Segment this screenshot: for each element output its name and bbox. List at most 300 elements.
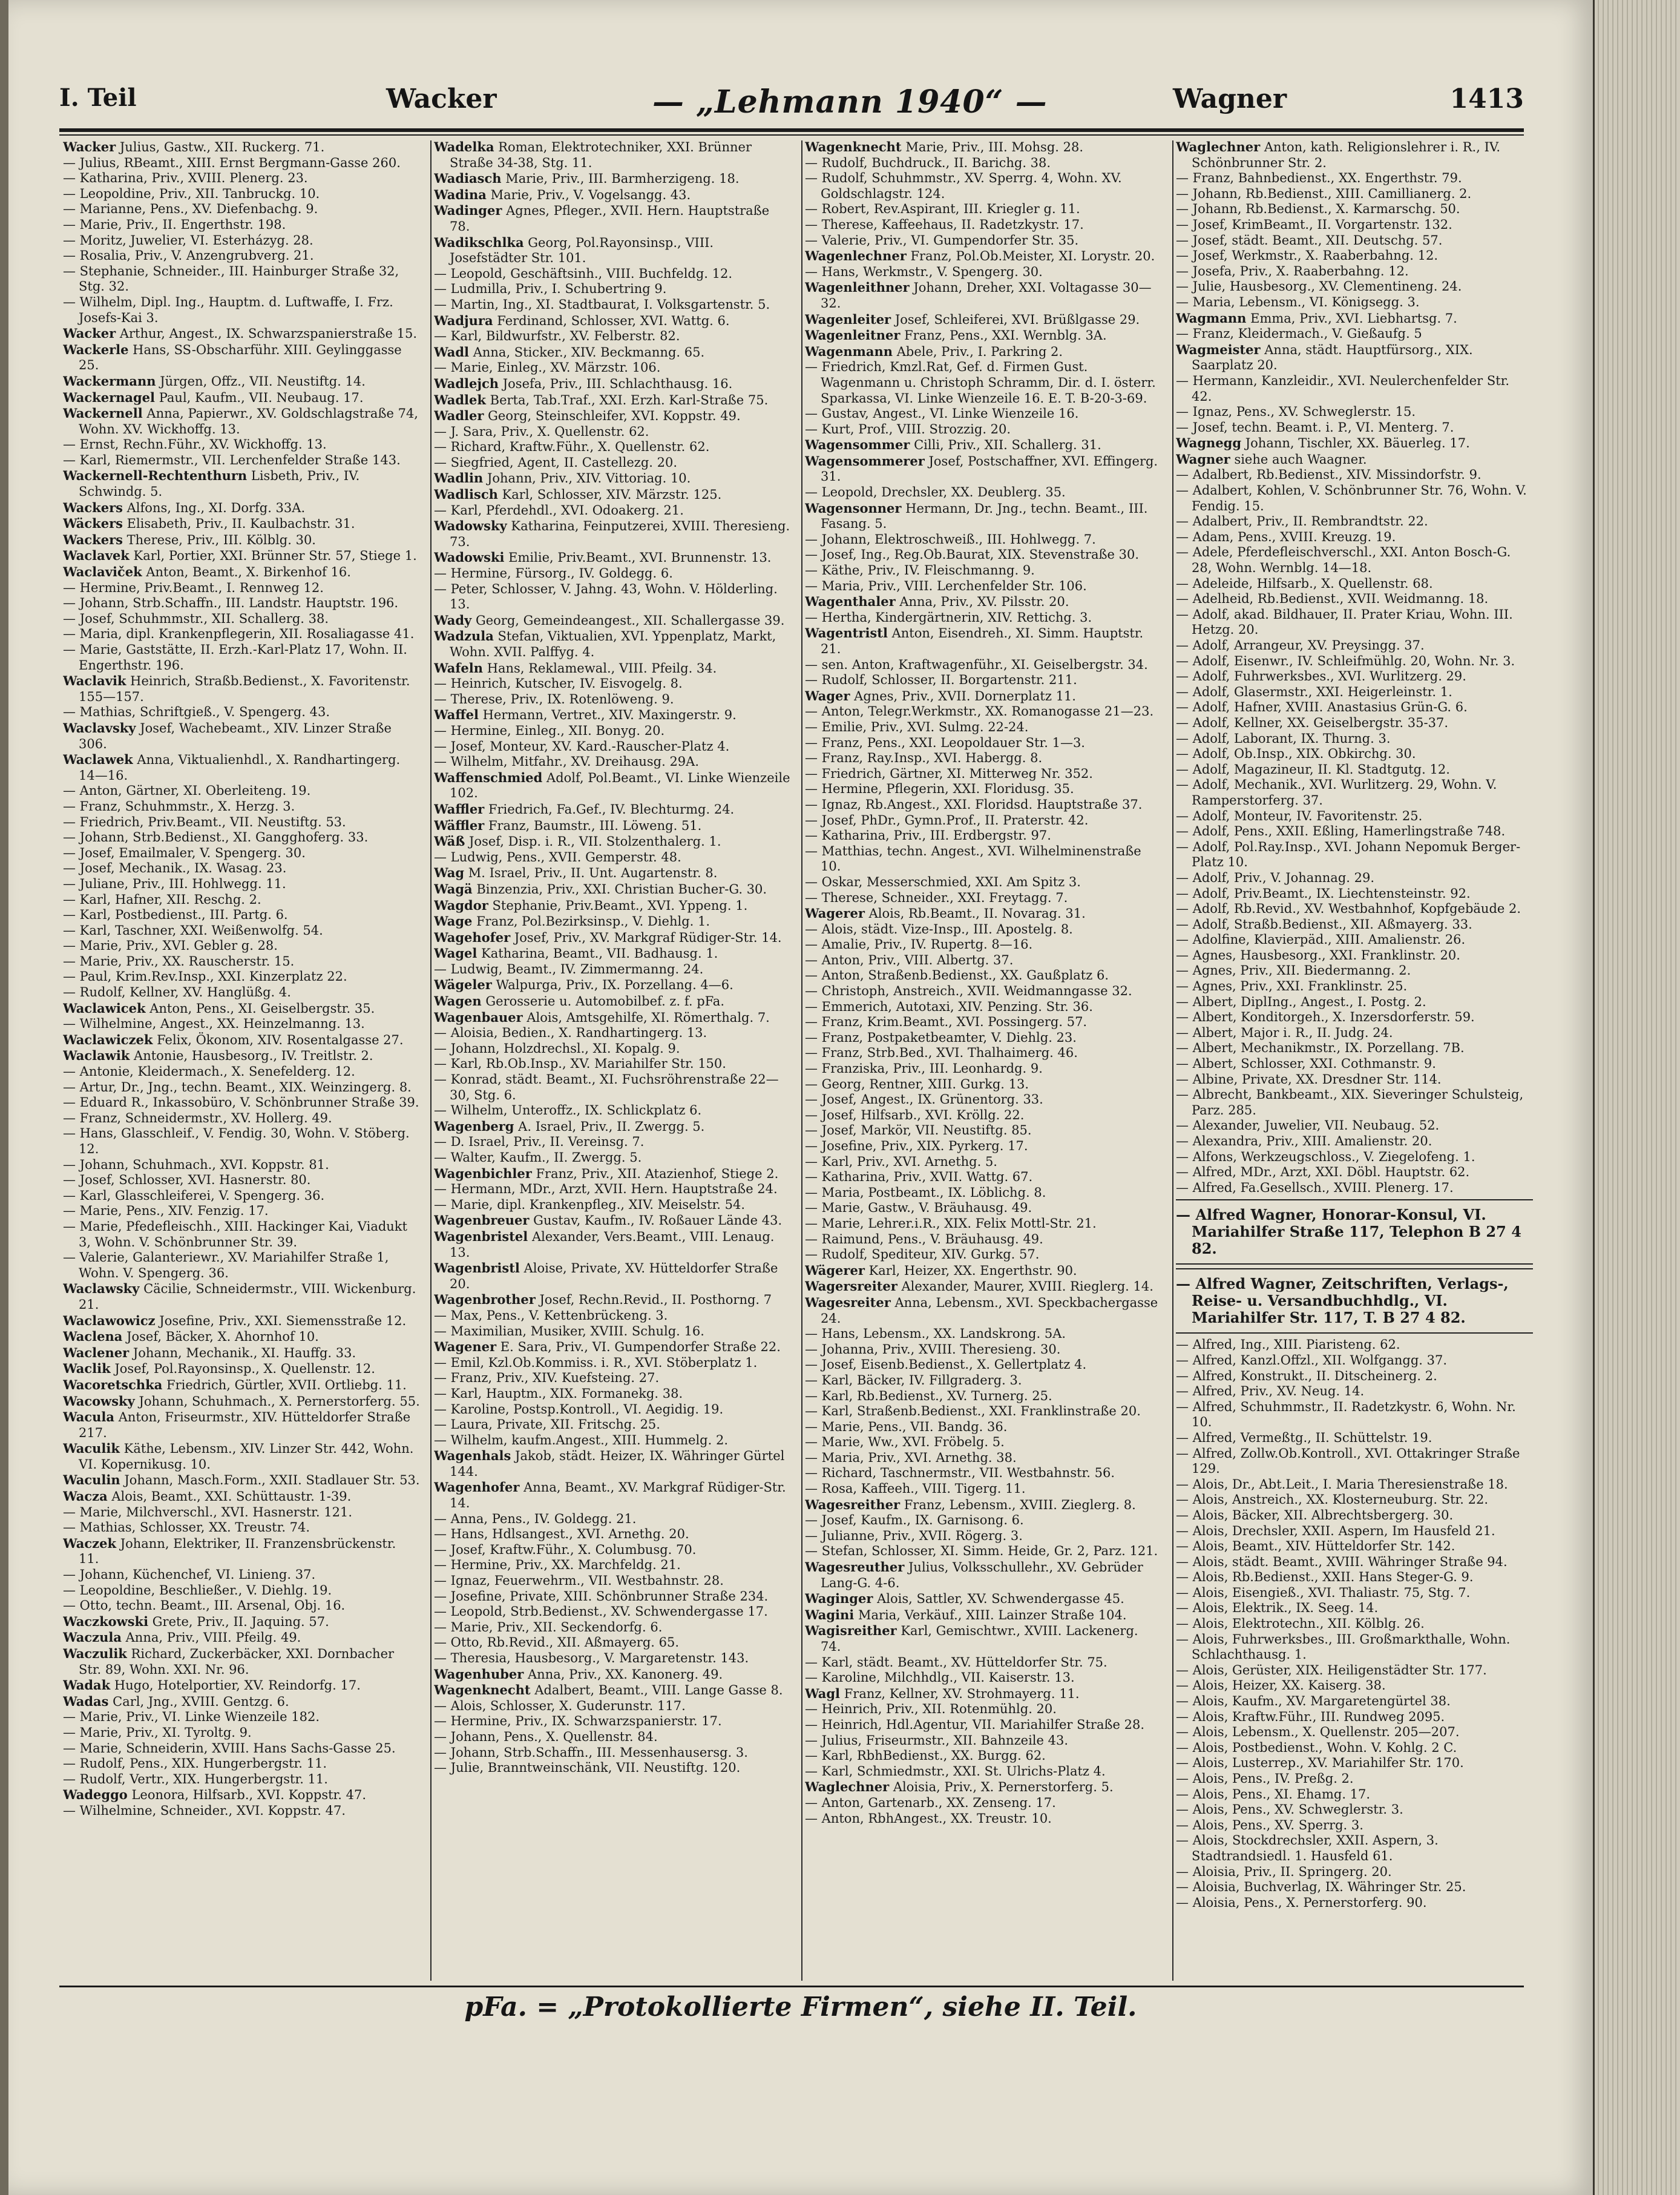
entry-surname: Wacker (63, 326, 116, 341)
entry-details: Josefa, Priv., III. Schlachthausg. 16. (502, 376, 733, 391)
entry-surname: Wadowsky (434, 518, 507, 534)
directory-entry (63, 969, 420, 985)
entry-details: Maria, Verkäuf., XIII. Lainzer Straße 104. (858, 1607, 1127, 1622)
entry-details: — Stephanie, Schneider., III. Hainburger Straße 32, Stg. 32. (63, 263, 399, 294)
directory-entry (1176, 326, 1533, 342)
entry-details: — Peter, Schlosser, V. Jahng. 43, Wohn. V. Hölderling. 13. (434, 581, 778, 612)
page-footer: pFa. = „Protokollierte Firmen“, siehe II. Teil. (464, 1992, 1137, 2022)
entry-details: Franz, Priv., XII. Atazienhof, Stiege 2. (536, 1166, 779, 1181)
directory-entry (805, 875, 1162, 890)
directory-entry (1176, 669, 1533, 685)
entry-details: — Josef, Ing., Reg.Ob.Baurat, XIX. Stevenstraße 30. (805, 547, 1140, 562)
entry-details: — Marie, Priv., XX. Rauscherstr. 15. (63, 953, 295, 969)
directory-entry (805, 999, 1162, 1015)
directory-entry (434, 1558, 791, 1573)
entry-surname: Wäckers (63, 516, 123, 531)
directory-entry (63, 1441, 420, 1472)
directory-entry (434, 1667, 791, 1683)
directory-entry (1176, 840, 1533, 870)
directory-entry (434, 628, 791, 660)
directory-entry (1176, 932, 1533, 948)
column-divider (430, 140, 431, 1981)
directory-entry (805, 657, 1162, 673)
directory-entry (434, 1635, 791, 1651)
directory-entry (63, 1095, 420, 1111)
page-number: 1413 (1449, 84, 1524, 114)
entry-details: — Aloisia, Priv., II. Springerg. 20. (1176, 1864, 1392, 1879)
directory-entry (434, 1292, 791, 1308)
directory-entry (63, 720, 420, 752)
entry-details: — Heinrich, Hdl.Agentur, VII. Mariahilfer Straße 28. (805, 1717, 1144, 1732)
entry-surname: Wagersreiter (805, 1278, 897, 1294)
entry-details: E. Sara, Priv., VI. Gumpendorfer Straße 22. (500, 1340, 781, 1355)
entry-surname: Wackernell-Rechtenthurn (63, 468, 248, 484)
entry-details: Cäcilie, Schneidermstr., VIII. Wickenburg. 21. (79, 1282, 416, 1312)
entry-details: — Albrecht, Bankbeamt., XIX. Sieveringer Schulsteig, Parz. 285. (1176, 1087, 1524, 1117)
entry-surname: Wacowsky (63, 1393, 135, 1409)
directory-entry (434, 503, 791, 519)
entry-details: — Alois, Kaufm., XV. Margaretengürtel 38. (1176, 1694, 1451, 1709)
directory-entry (1176, 1585, 1533, 1601)
directory-entry (805, 1529, 1162, 1544)
entry-details: — Johann, Elektroschweiß., III. Hohlwegg. 7. (805, 531, 1096, 547)
entry-details: Josef, Priv., XV. Markgraf Rüdiger-Str. 14. (514, 930, 782, 945)
entry-details: Josef, Schleiferei, XVI. Brüßlgasse 29. (894, 312, 1140, 327)
directory-entry (805, 1559, 1162, 1591)
entry-surname: Wadowski (434, 550, 505, 565)
directory-entry (434, 1386, 791, 1402)
entry-details: — Franz, Strb.Bed., XVI. Thalhaimerg. 46. (805, 1045, 1078, 1061)
entry-details: — Hertha, Kindergärtnerin, XIV. Rettichg. 3. (805, 610, 1092, 625)
entry-details: — Alfred, Ing., XIII. Piaristeng. 62. (1176, 1337, 1400, 1352)
directory-entry (434, 660, 791, 677)
directory-entry (805, 688, 1162, 705)
directory-entry (805, 1061, 1162, 1077)
entry-details: — Alois, Pens., XV. Schweglerstr. 3. (1176, 1802, 1403, 1817)
entry-details: — Adalbert, Priv., II. Rembrandtstr. 22. (1176, 514, 1428, 529)
directory-entry (63, 1472, 420, 1489)
entry-details: — Katharina, Priv., III. Erdbergstr. 97. (805, 828, 1051, 843)
entry-details: Anna, Beamt., XV. Markgraf Rüdiger-Str. 14. (450, 1480, 786, 1511)
entry-details: — Anton, Gärtner, XI. Oberleiteng. 19. (63, 783, 311, 798)
directory-entry (805, 1123, 1162, 1139)
entry-details: — Franz, Pens., XXI. Leopoldauer Str. 1—3. (805, 735, 1085, 750)
directory-entry (63, 752, 420, 783)
entry-details: — Hermine, Priv., IX. Schwarzspanierstr. 17. (434, 1714, 722, 1729)
directory-entry (434, 1573, 791, 1589)
entry-details: — Johann, Holzdrechsl., XI. Kopalg. 9. (434, 1041, 680, 1056)
directory-entry (805, 1030, 1162, 1046)
directory-entry (805, 1154, 1162, 1170)
directory-entry (63, 548, 420, 564)
directory-entry (805, 248, 1162, 265)
entry-details: — Alois, Heizer, XX. Kaiserg. 38. (1176, 1678, 1386, 1693)
directory-entry (805, 968, 1162, 984)
directory-entry (434, 1527, 791, 1542)
entry-details: — Franz, Priv., XIV. Kuefsteing. 27. (434, 1371, 660, 1386)
column-divider (801, 140, 802, 1981)
entry-details: — Wilhelmine, Angest., XX. Heinzelmanng. 13. (63, 1016, 365, 1032)
directory-entry (1176, 248, 1533, 264)
directory-entry (63, 1001, 420, 1017)
entry-surname: Waglechner (805, 1779, 890, 1795)
directory-entry (434, 1760, 791, 1776)
directory-entry (63, 233, 420, 249)
entry-surname: Waclavsky (63, 720, 136, 736)
entry-details: — Adele, Pferdefleischverschl., XXI. Anton Bosch-G. 28, Wohn. Wernblg. 14—18. (1176, 545, 1511, 576)
entry-details: — Marie, Einleg., XV. Märzstr. 106. (434, 360, 661, 375)
entry-details: Franz, Baumstr., III. Löweng. 51. (488, 818, 702, 833)
entry-details: — Mathias, Schlosser, XX. Treustr. 74. (63, 1520, 310, 1535)
directory-entry (434, 1182, 791, 1197)
directory-entry (434, 1041, 791, 1057)
entry-details: Hans, Reklamewal., VIII. Pfeilg. 34. (487, 660, 717, 676)
entry-surname: Wagesreither (805, 1496, 901, 1512)
directory-entry (805, 501, 1162, 532)
entry-details: — Marie, Pens., XIV. Fenzig. 17. (63, 1203, 269, 1219)
directory-entry (434, 1339, 791, 1355)
entry-surname: Wagner (1176, 451, 1230, 467)
directory-entry (63, 596, 420, 611)
entry-details: — Valerie, Galanteriewr., XV. Mariahilfer Straße 1, Wohn. V. Spengerg. 36. (63, 1250, 389, 1280)
entry-surname: Wacker (63, 139, 116, 154)
directory-entry (805, 1795, 1162, 1811)
entry-details: — Marie, Priv., XI. Tyroltg. 9. (63, 1725, 252, 1740)
entry-details: Franz, Pol.Bezirksinsp., V. Diehlg. 1. (476, 914, 710, 929)
entry-details: — Alois, städt. Vize-Insp., III. Apostelg. 8. (805, 921, 1073, 936)
directory-entry (434, 1355, 791, 1371)
entry-details: — Leopold, Drechsler, XX. Deublerg. 35. (805, 485, 1066, 500)
entry-details: Johann, Dreher, XXI. Voltagasse 30—32. (821, 280, 1152, 311)
entry-surname: Wackermann (63, 373, 156, 389)
entry-details: Karl, Portier, XXI. Brünner Str. 57, Stiege 1. (133, 548, 417, 564)
entry-surname: Wadeggo (63, 1787, 128, 1803)
directory-entry (805, 563, 1162, 579)
directory-entry (434, 1745, 791, 1761)
directory-entry (434, 1166, 791, 1182)
directory-entry (434, 360, 791, 376)
entry-details: — Alois, Pens., XV. Sperrg. 3. (1176, 1817, 1363, 1832)
directory-entry (1176, 1087, 1533, 1118)
entry-surname: Wagenbichler (434, 1165, 532, 1181)
entry-details: Franz, Pol.Ob.Meister, XI. Lorystr. 20. (910, 249, 1155, 264)
entry-details: — Anton, Straßenb.Bedienst., XX. Gaußplatz 6. (805, 968, 1109, 983)
entry-details: — Maria, Postbeamt., IX. Löblichg. 8. (805, 1185, 1046, 1200)
entry-details: — Ernst, Rechn.Führ., XV. Wickhoffg. 13. (63, 437, 327, 452)
entry-details: — Theresia, Hausbesorg., V. Margaretenstr. 143. (434, 1651, 749, 1665)
entry-details: — Maria, Priv., XVI. Arnethg. 38. (805, 1450, 1017, 1465)
entry-surname: Wagenthaler (805, 594, 896, 610)
entry-details: — Karl, Glasschleiferei, V. Spengerg. 36. (63, 1188, 325, 1203)
page-header (59, 84, 1524, 126)
entry-details: — Alfred, Zollw.Ob.Kontroll., XVI. Ottakringer Straße 129. (1176, 1446, 1520, 1476)
entry-surname: Waclawicek (63, 1000, 146, 1016)
entry-surname: Wadl (434, 344, 470, 360)
directory-entry (805, 1591, 1162, 1607)
entry-surname: Wägerer (805, 1262, 865, 1278)
directory-page (8, 0, 1593, 2195)
entry-details: — Albert, Mechanikmstr., IX. Porzellang. 7B. (1176, 1041, 1465, 1056)
directory-entry (1176, 1524, 1533, 1539)
entry-details: — Karl, Rb.Bedienst., XV. Turnerg. 25. (805, 1388, 1052, 1403)
directory-entry (1176, 311, 1533, 327)
entry-details: — Karl, Straßenb.Bedienst., XXI. Franklinstraße 20. (805, 1404, 1141, 1419)
directory-entry (1176, 217, 1533, 233)
entry-details: — Franziska, Priv., III. Leonhardg. 9. (805, 1061, 1043, 1076)
directory-entry (63, 468, 420, 499)
directory-entry (434, 692, 791, 708)
directory-entry (63, 1157, 420, 1173)
entry-details: — Franz, Krim.Beamt., XVI. Possingerg. 57. (805, 1015, 1088, 1030)
entry-details: — Alois, Dr., Abt.Leit., I. Maria Theresienstraße 18. (1176, 1476, 1508, 1492)
directory-entry (434, 1448, 791, 1479)
directory-entry (434, 1512, 791, 1527)
entry-details: — Antonie, Kleidermach., X. Senefelderg. 12. (63, 1064, 355, 1079)
entry-details: — Raimund, Pens., V. Bräuhausg. 49. (805, 1231, 1043, 1246)
column-1 (63, 139, 420, 1979)
entry-details: Alexander, Maurer, XVIII. Rieglerg. 14. (901, 1279, 1153, 1294)
entry-details: Katharina, Beamt., VII. Badhausg. 1. (481, 946, 718, 961)
directory-entry (63, 500, 420, 516)
entry-details: Alfons, Ing., XI. Dorfg. 33A. (126, 500, 306, 515)
entry-surname: Wagentristl (805, 625, 888, 641)
directory-entry (805, 673, 1162, 688)
entry-surname: Wadjura (434, 312, 493, 328)
entry-surname: Wadlin (434, 470, 484, 486)
entry-surname: Waczkowski (63, 1613, 149, 1629)
directory-entry (805, 610, 1162, 626)
entry-details: — sen. Anton, Kraftwagenführ., XI. Geiselbergstr. 34. (805, 657, 1148, 672)
entry-details: — Otto, techn. Beamt., III. Arsenal, Obj. 16. (63, 1598, 346, 1613)
entry-details: Julius, Volksschullehr., XV. Gebrüder Lang-G. 4-6. (821, 1560, 1143, 1590)
entry-details: — Aloisia, Pens., X. Pernerstorferg. 90. (1176, 1895, 1427, 1910)
entry-surname: Wagesreuther (805, 1559, 905, 1575)
entry-details: Marie, Priv., III. Barmherzigeng. 18. (505, 171, 740, 186)
entry-details: — Josef, Angest., IX. Grünentorg. 33. (805, 1092, 1043, 1107)
directory-entry (1176, 514, 1533, 530)
entry-details: Anton, Beamt., X. Birkenhof 16. (146, 565, 351, 580)
directory-entry (434, 865, 791, 881)
directory-entry (1176, 731, 1533, 747)
entry-surname: Waculin (63, 1472, 120, 1488)
entry-surname: Wagehofer (434, 929, 511, 945)
directory-entry (434, 881, 791, 898)
directory-entry (1176, 777, 1533, 808)
entry-details: Aloise, Private, XV. Hütteldorfer Straße 20. (450, 1261, 778, 1291)
entry-details: — Marie, Pens., VII. Bandg. 36. (805, 1419, 1008, 1434)
directory-entry (63, 564, 420, 581)
entry-details: — Albert, DiplIng., Angest., I. Postg. 2. (1176, 994, 1426, 1009)
entry-details: — Therese, Priv., IX. Rotenlöweng. 9. (434, 691, 674, 706)
entry-details: — Albine, Private, XX. Dresdner Str. 114. (1176, 1071, 1442, 1087)
entry-details: Richard, Zuckerbäcker, XXI. Dornbacher Str. 89, Wohn. XXI. Nr. 96. (79, 1647, 395, 1677)
directory-entry (805, 1389, 1162, 1404)
entry-details: — Hans, Werkmstr., V. Spengerg. 30. (805, 264, 1043, 279)
directory-entry (63, 1126, 420, 1157)
entry-details: — Leopold, Geschäftsinh., VIII. Buchfeldg. 12. (434, 266, 733, 281)
directory-entry (1176, 901, 1533, 917)
directory-entry (63, 1345, 420, 1361)
entry-details: Franz, Kellner, XV. Strohmayerg. 11. (844, 1686, 1080, 1701)
entry-details: — Josef, Emailmaler, V. Spengerg. 30. (63, 845, 306, 860)
entry-details: — Alois, Lebensm., X. Quellenstr. 205—207. (1176, 1725, 1460, 1740)
directory-entry (1176, 1616, 1533, 1632)
entry-surname: Waczek (63, 1535, 116, 1551)
entry-surname: Wagenbreuer (434, 1213, 530, 1228)
directory-entry (1176, 295, 1533, 311)
directory-entry (805, 797, 1162, 813)
directory-entry (1176, 824, 1533, 840)
entry-details: — Anton, Priv., VIII. Albertg. 37. (805, 952, 1014, 967)
entry-surname: Wackers (63, 531, 123, 547)
directory-entry (63, 627, 420, 642)
header-title: — „Lehmann 1940“ — (652, 84, 1048, 120)
directory-entry (805, 171, 1162, 202)
directory-entry (1176, 1150, 1533, 1165)
entry-details: — Agnes, Priv., XII. Biedermanng. 2. (1176, 963, 1411, 978)
entry-details: — Artur, Dr., Jng., techn. Beamt., XIX. Weinzingerg. 8. (63, 1079, 412, 1094)
entry-details: Stefan, Viktualien, XVI. Yppenplatz, Markt, Wohn. XVII. Palffyg. 4. (450, 629, 776, 659)
directory-entry (434, 1134, 791, 1150)
directory-entry (434, 171, 791, 187)
entry-details: — Emilie, Priv., XVI. Sulmg. 22-24. (805, 719, 1029, 734)
entry-surname: Wadak (63, 1677, 111, 1693)
entry-details: Josef, Bäcker, X. Ahornhof 10. (126, 1329, 319, 1344)
header-right-word: Wagner (1173, 84, 1287, 114)
entry-surname: Wagenleithner (805, 280, 910, 295)
entry-details: — Karl, Schmiedmstr., XXI. St. Ulrichs-Platz 4. (805, 1763, 1106, 1779)
entry-details: — Adolf, Kellner, XX. Geiselbergstr. 35-37. (1176, 715, 1448, 730)
directory-entry (805, 766, 1162, 782)
directory-entry (1176, 1492, 1533, 1508)
entry-details: Anna, Papierwr., XV. Goldschlagstraße 74, Wohn. XV. Wickhoffg. 13. (79, 406, 418, 436)
entry-details: Roman, Elektrotechniker, XXI. Brünner Straße 34-38, Stg. 11. (450, 140, 752, 170)
directory-entry (1176, 685, 1533, 700)
directory-entry (805, 233, 1162, 249)
entry-details: — Albert, Schlosser, XXI. Cothmanstr. 9. (1176, 1056, 1436, 1071)
entry-details: Georg, Gemeindeangest., XII. Schallergasse 39. (475, 613, 785, 628)
entry-details: — Paul, Krim.Rev.Insp., XXI. Kinzerplatz 22. (63, 969, 347, 984)
entry-surname: Wagnegg (1176, 435, 1242, 451)
entry-details: — Emil, Kzl.Ob.Kommiss. i. R., XVI. Stöberplatz 1. (434, 1355, 758, 1370)
directory-entry (434, 297, 791, 313)
entry-surname: Wagerer (805, 906, 865, 921)
directory-entry (1176, 1165, 1533, 1180)
directory-entry (1176, 435, 1533, 452)
directory-entry (434, 707, 791, 723)
entry-details: — Johann, Küchenchef, VI. Linieng. 37. (63, 1567, 316, 1582)
directory-entry (63, 139, 420, 156)
entry-details: — Josef, Werkmstr., X. Raaberbahng. 12. (1176, 248, 1439, 263)
entry-details: — Adolf, Eisenwr., IV. Schleifmühlg. 20, Wohn. Nr. 3. (1176, 653, 1515, 668)
directory-entry (63, 156, 420, 171)
entry-surname: Wagenbristl (434, 1260, 520, 1276)
directory-entry (1176, 1337, 1533, 1353)
directory-entry (805, 1342, 1162, 1358)
entry-details: — Alois, Elektrik., IX. Seeg. 14. (1176, 1601, 1379, 1616)
entry-details: — Leopoldine, Priv., XII. Tanbruckg. 10. (63, 186, 320, 201)
directory-entry (805, 579, 1162, 594)
entry-details: — Johann, Rb.Bedienst., XIII. Camillianerg. 2. (1176, 186, 1472, 201)
advertisement-entry: — Alfred Wagner, Honorar-Konsul, VI. Mariahilfer Straße 117, Telephon B 27 4 82. (1176, 1199, 1533, 1265)
directory-entry (1176, 404, 1533, 420)
entry-details: — Valerie, Priv., VI. Gumpendorfer Str. 35. (805, 232, 1079, 248)
directory-entry (63, 923, 420, 939)
directory-entry (805, 485, 1162, 501)
entry-details: — Julianne, Priv., XVII. Rögerg. 3. (805, 1528, 1023, 1543)
entry-surname: Waclawiczek (63, 1032, 153, 1047)
directory-entry (434, 946, 791, 962)
entry-details: — Hermann, MDr., Arzt, XVII. Hern. Hauptstraße 24. (434, 1182, 778, 1197)
directory-entry (1176, 654, 1533, 670)
entry-details: — Rudolf, Spediteur, XIV. Gurkg. 57. (805, 1247, 1040, 1262)
directory-entry (434, 1025, 791, 1041)
entry-details: Johann, Priv., XIV. Vittoriag. 10. (487, 471, 691, 486)
directory-entry (805, 139, 1162, 156)
entry-surname: Wadas (63, 1693, 109, 1709)
entry-details: Hugo, Hotelportier, XV. Reindorfg. 17. (114, 1678, 361, 1693)
entry-details: Lisbeth, Priv., IV. Schwindg. 5. (79, 469, 360, 499)
entry-details: — Josef, Kraftw.Führ., X. Columbusg. 70. (434, 1542, 697, 1557)
directory-entry (434, 850, 791, 866)
entry-details: Johann, Mechanik., XI. Hauffg. 33. (133, 1345, 356, 1360)
entry-details: — Alfred, Priv., XV. Neug. 14. (1176, 1384, 1365, 1399)
directory-entry (805, 736, 1162, 751)
directory-entry (805, 1544, 1162, 1559)
entry-details: Emma, Priv., XVI. Liebhartsg. 7. (1250, 311, 1457, 326)
directory-entry (1176, 452, 1533, 468)
directory-entry (1176, 1353, 1533, 1369)
directory-entry (805, 1295, 1162, 1326)
entry-details: Hans, SS-Obscharführ. XIII. Geylinggasse 25. (79, 342, 402, 373)
entry-details: — Josefine, Private, XIII. Schönbrunner Straße 234. (434, 1588, 769, 1604)
entry-details: — Adolf, Priv.Beamt., IX. Liechtensteinstr. 92. (1176, 886, 1471, 901)
directory-entry (63, 406, 420, 437)
directory-entry (1176, 1570, 1533, 1585)
directory-entry (805, 1623, 1162, 1654)
entry-surname: Wagensommer (805, 437, 910, 453)
directory-entry (434, 1542, 791, 1558)
entry-details: — Max, Pens., V. Kettenbrückeng. 3. (434, 1308, 668, 1323)
entry-details: — Marie, Lehrer.i.R., XIX. Felix Mottl-Str. 21. (805, 1216, 1097, 1231)
entry-details: Anna, Lebensm., XVI. Speckbachergasse 24. (821, 1295, 1158, 1326)
directory-entry (63, 453, 420, 469)
directory-entry (434, 1324, 791, 1340)
directory-entry (434, 1417, 791, 1433)
directory-entry (805, 437, 1162, 453)
directory-entry (63, 1394, 420, 1410)
directory-entry (63, 1329, 420, 1345)
directory-entry (63, 1646, 420, 1677)
entry-surname: Wagesreiter (805, 1294, 891, 1310)
entry-details: — Alfred, MDr., Arzt, XXI. Döbl. Hauptstr. 62. (1176, 1165, 1470, 1180)
entry-surname: Wag (434, 865, 465, 881)
entry-details: Karl, Heizer, XX. Engerthstr. 90. (868, 1263, 1077, 1278)
entry-details: — Alois, Bäcker, XII. Albrechtsbergerg. 30. (1176, 1507, 1454, 1522)
entry-details: Cilli, Priv., XII. Schallerg. 31. (914, 438, 1101, 453)
entry-details: — Karl, Taschner, XXI. Weißenwolfg. 54. (63, 923, 323, 938)
entry-details: Josef, Postschaffner, XVI. Effingerg. 31. (821, 453, 1158, 484)
directory-entry (1176, 545, 1533, 576)
entry-details: — Adolf, Pens., XXII. Eßling, Hamerlingstraße 748. (1176, 824, 1506, 839)
column-divider (1172, 140, 1173, 1981)
entry-details: — Alfred, Fa.Gesellsch., XVIII. Plenerg. 17. (1176, 1180, 1454, 1195)
directory-entry (434, 1260, 791, 1292)
directory-entry (434, 424, 791, 440)
directory-entry (63, 907, 420, 923)
entry-surname: Wagä (434, 881, 473, 897)
directory-entry (805, 360, 1162, 406)
